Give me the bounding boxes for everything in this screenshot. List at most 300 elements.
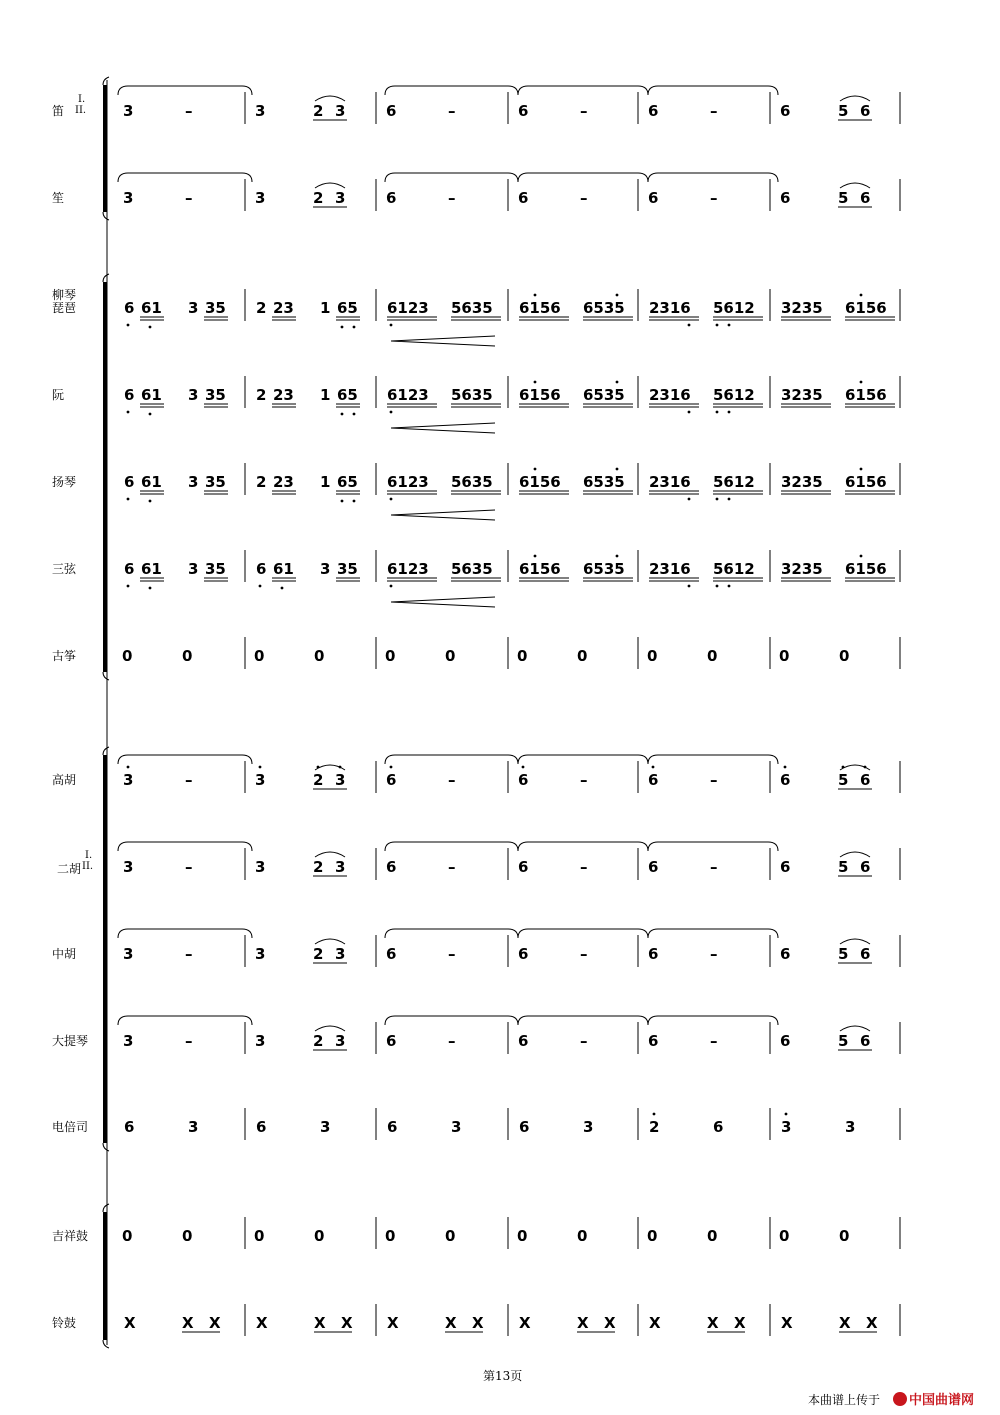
octave-dot (281, 587, 284, 590)
octave-dot (353, 500, 356, 503)
note: 1 (320, 386, 331, 404)
note: 3 (335, 102, 346, 120)
note: 3 (451, 1118, 462, 1136)
note: 6 (518, 945, 529, 963)
perc-hit: X (519, 1314, 531, 1332)
rest: 0 (122, 647, 133, 665)
note: 65 (337, 386, 358, 404)
note: 6535 (583, 560, 625, 578)
note: 3 (255, 1032, 266, 1050)
site-name: 中国曲谱网 (909, 1393, 975, 1408)
instrument-label-jixianggu: 吉祥鼓 (52, 1229, 89, 1243)
dash: – (185, 771, 193, 789)
note: 35 (205, 299, 226, 317)
tie-slur (518, 173, 648, 182)
rest: 0 (314, 647, 325, 665)
note: 3 (845, 1118, 856, 1136)
note: 2 (313, 858, 324, 876)
note: 3 (255, 102, 266, 120)
dash: – (185, 1032, 193, 1050)
octave-dot (616, 555, 619, 558)
dash: – (580, 189, 588, 207)
octave-dot (390, 324, 393, 327)
note: 3 (188, 560, 199, 578)
system-bracket (103, 282, 107, 672)
note: 23 (273, 299, 294, 317)
perc-hit: X (707, 1314, 719, 1332)
instrument-label-sanxian: 三弦 (52, 562, 77, 576)
note: 6 (518, 858, 529, 876)
note: 6 (518, 189, 529, 207)
tie-slur (385, 842, 518, 851)
note: 1 (320, 299, 331, 317)
tie-slur (518, 755, 648, 764)
note: 6 (860, 102, 871, 120)
note: 5 (838, 858, 849, 876)
note: 6535 (583, 386, 625, 404)
note: 6 (124, 1118, 135, 1136)
octave-dot (127, 411, 130, 414)
rest: 0 (779, 647, 790, 665)
tie-slur (118, 173, 252, 182)
note: 5635 (451, 560, 493, 578)
logo-icon (893, 1392, 907, 1406)
note: 3 (335, 858, 346, 876)
crescendo-hairpin (391, 597, 495, 607)
crescendo-hairpin (391, 336, 495, 346)
note: 6 (648, 102, 659, 120)
note: 6 (386, 1032, 397, 1050)
note: 6123 (387, 386, 429, 404)
octave-dot (688, 498, 691, 501)
tie-slur (648, 173, 778, 182)
note: 3 (123, 945, 134, 963)
note: 6 (519, 1118, 530, 1136)
note: 6123 (387, 473, 429, 491)
note: 6156 (519, 560, 561, 578)
dash: – (448, 102, 456, 120)
tie-slur (648, 755, 778, 764)
slur (840, 852, 870, 857)
rest: 0 (314, 1227, 325, 1245)
tie-slur (118, 929, 252, 938)
note: 5612 (713, 560, 755, 578)
dash: – (448, 1032, 456, 1050)
perc-hit: X (341, 1314, 353, 1332)
slur (315, 96, 345, 101)
instrument-label-zhonghu: 中胡 (52, 947, 77, 961)
note: 6123 (387, 299, 429, 317)
octave-dot (616, 294, 619, 297)
note: 23 (273, 386, 294, 404)
note: 2316 (649, 299, 691, 317)
system-bracket (103, 85, 107, 212)
octave-dot (616, 468, 619, 471)
note: 6 (648, 189, 659, 207)
rest: 0 (577, 1227, 588, 1245)
note: 6 (124, 560, 135, 578)
note: 35 (205, 473, 226, 491)
note: 5 (838, 771, 849, 789)
note: 6 (124, 299, 135, 317)
system-bracket (103, 755, 107, 1143)
upload-note: 本曲谱上传于 (808, 1393, 881, 1407)
octave-dot (149, 413, 152, 416)
octave-dot (390, 766, 393, 769)
note: 3 (123, 189, 134, 207)
slur (840, 96, 870, 101)
octave-dot (785, 1113, 788, 1116)
note: 5 (838, 1032, 849, 1050)
octave-dot (652, 766, 655, 769)
rest: 0 (445, 647, 456, 665)
part-number: II. (75, 105, 87, 116)
note: 6535 (583, 299, 625, 317)
instrument-label-erhu: 二胡 (57, 862, 82, 876)
dash: – (448, 771, 456, 789)
note: 6 (648, 858, 659, 876)
perc-hit: X (734, 1314, 746, 1332)
note: 6 (124, 473, 135, 491)
dash: – (580, 858, 588, 876)
octave-dot (860, 555, 863, 558)
tie-slur (648, 929, 778, 938)
slur (840, 183, 870, 188)
rest: 0 (517, 647, 528, 665)
note: 5 (838, 189, 849, 207)
octave-dot (149, 500, 152, 503)
octave-dot (784, 766, 787, 769)
octave-dot (127, 585, 130, 588)
octave-dot (534, 555, 537, 558)
dash: – (185, 102, 193, 120)
octave-dot (353, 326, 356, 329)
rest: 0 (182, 647, 193, 665)
part-number: I. (78, 94, 86, 105)
note: 6 (386, 945, 397, 963)
note: 35 (205, 560, 226, 578)
octave-dot (339, 766, 342, 769)
note: 1 (320, 473, 331, 491)
tie-slur (648, 1016, 778, 1025)
note: 3 (583, 1118, 594, 1136)
note: 5 (838, 102, 849, 120)
note: 3 (188, 386, 199, 404)
octave-dot (728, 324, 731, 327)
note: 6156 (845, 386, 887, 404)
note: 6156 (519, 299, 561, 317)
note: 3 (335, 1032, 346, 1050)
note: 5612 (713, 299, 755, 317)
note: 5635 (451, 473, 493, 491)
tie-slur (648, 86, 778, 95)
dash: – (448, 945, 456, 963)
rest: 0 (182, 1227, 193, 1245)
perc-hit: X (839, 1314, 851, 1332)
dash: – (185, 945, 193, 963)
crescendo-hairpin (391, 510, 495, 520)
rest: 0 (517, 1227, 528, 1245)
note: 3 (255, 189, 266, 207)
note: 2 (313, 102, 324, 120)
perc-hit: X (866, 1314, 878, 1332)
octave-dot (317, 766, 320, 769)
dash: – (710, 1032, 718, 1050)
octave-dot (127, 498, 130, 501)
note: 6 (386, 189, 397, 207)
octave-dot (341, 500, 344, 503)
note: 3 (320, 560, 331, 578)
octave-dot (390, 411, 393, 414)
note: 6 (860, 1032, 871, 1050)
note: 6156 (519, 473, 561, 491)
rest: 0 (647, 647, 658, 665)
dash: – (710, 945, 718, 963)
note: 3 (335, 771, 346, 789)
octave-dot (716, 498, 719, 501)
octave-dot (341, 326, 344, 329)
perc-hit: X (472, 1314, 484, 1332)
octave-dot (864, 766, 867, 769)
note: 6 (780, 858, 791, 876)
note: 3 (123, 102, 134, 120)
note: 61 (141, 560, 162, 578)
note: 6 (518, 771, 529, 789)
octave-dot (860, 381, 863, 384)
tie-slur (118, 86, 252, 95)
note: 6 (648, 1032, 659, 1050)
note: 35 (337, 560, 358, 578)
dash: – (185, 858, 193, 876)
note: 6 (860, 945, 871, 963)
instrument-label-datiqin: 大提琴 (52, 1034, 89, 1048)
rest: 0 (647, 1227, 658, 1245)
note: 6123 (387, 560, 429, 578)
note: 2316 (649, 560, 691, 578)
note: 3 (123, 858, 134, 876)
note: 5612 (713, 386, 755, 404)
rest: 0 (445, 1227, 456, 1245)
octave-dot (390, 498, 393, 501)
octave-dot (728, 498, 731, 501)
tie-slur (385, 173, 518, 182)
dash: – (448, 189, 456, 207)
dash: – (580, 945, 588, 963)
note: 5612 (713, 473, 755, 491)
rest: 0 (254, 1227, 265, 1245)
octave-dot (728, 411, 731, 414)
note: 6 (256, 560, 267, 578)
dash: – (710, 189, 718, 207)
instrument-label-linggu: 铃鼓 (52, 1316, 77, 1330)
rest: 0 (577, 647, 588, 665)
slur (315, 183, 345, 188)
note: 2 (256, 299, 267, 317)
octave-dot (653, 1113, 656, 1116)
perc-hit: X (182, 1314, 194, 1332)
note: 3 (255, 945, 266, 963)
note: 61 (141, 386, 162, 404)
note: 6 (386, 102, 397, 120)
instrument-label-liuqin: 柳琴 琵琶 (52, 288, 77, 315)
note: 61 (141, 299, 162, 317)
octave-dot (860, 294, 863, 297)
note: 6 (124, 386, 135, 404)
perc-hit: X (649, 1314, 661, 1332)
slur (315, 939, 345, 944)
note: 6 (518, 1032, 529, 1050)
octave-dot (341, 413, 344, 416)
tie-slur (385, 1016, 518, 1025)
note: 6156 (845, 299, 887, 317)
rest: 0 (385, 1227, 396, 1245)
note: 2 (649, 1118, 660, 1136)
rest: 0 (707, 1227, 718, 1245)
dash: – (710, 102, 718, 120)
rest: 0 (839, 1227, 850, 1245)
note: 2316 (649, 386, 691, 404)
part-number: II. (82, 861, 94, 872)
octave-dot (534, 381, 537, 384)
slur (840, 1026, 870, 1031)
rest: 0 (839, 647, 850, 665)
perc-hit: X (314, 1314, 326, 1332)
note: 6 (648, 771, 659, 789)
octave-dot (127, 766, 130, 769)
dash: – (710, 771, 718, 789)
octave-dot (522, 766, 525, 769)
note: 2 (313, 771, 324, 789)
note: 6 (860, 771, 871, 789)
perc-hit: X (445, 1314, 457, 1332)
octave-dot (534, 468, 537, 471)
instrument-label-liuqin-2: 琵琶 (52, 301, 77, 315)
page-number: 第13页 (483, 1369, 523, 1383)
octave-dot (149, 587, 152, 590)
octave-dot (259, 585, 262, 588)
note: 3 (781, 1118, 792, 1136)
dash: – (185, 189, 193, 207)
octave-dot (716, 411, 719, 414)
note: 2 (256, 473, 267, 491)
perc-hit: X (209, 1314, 221, 1332)
note: 5635 (451, 299, 493, 317)
tie-slur (385, 755, 518, 764)
note: 23 (273, 473, 294, 491)
instrument-label-guzheng: 古筝 (52, 649, 77, 663)
rest: 0 (707, 647, 718, 665)
note: 5 (838, 945, 849, 963)
octave-dot (728, 585, 731, 588)
note: 2 (313, 189, 324, 207)
note: 6 (387, 1118, 398, 1136)
perc-hit: X (124, 1314, 136, 1332)
note: 2316 (649, 473, 691, 491)
note: 3 (255, 771, 266, 789)
note: 65 (337, 473, 358, 491)
note: 6 (386, 771, 397, 789)
note: 2 (256, 386, 267, 404)
octave-dot (127, 324, 130, 327)
note: 6156 (845, 473, 887, 491)
note: 6 (860, 189, 871, 207)
octave-dot (842, 766, 845, 769)
note: 6 (256, 1118, 267, 1136)
note: 3 (123, 1032, 134, 1050)
rest: 0 (122, 1227, 133, 1245)
note: 6 (648, 945, 659, 963)
dash: – (448, 858, 456, 876)
dash: – (710, 858, 718, 876)
note: 65 (337, 299, 358, 317)
tie-slur (518, 929, 648, 938)
note: 35 (205, 386, 226, 404)
octave-dot (616, 381, 619, 384)
instrument-label-gaohu: 高胡 (52, 773, 77, 787)
slur (315, 852, 345, 857)
rest: 0 (385, 647, 396, 665)
instrument-label-ruan: 阮 (52, 388, 65, 402)
instrument-label-dianbeisi: 电倍司 (52, 1120, 89, 1134)
perc-hit: X (256, 1314, 268, 1332)
tie-slur (118, 842, 252, 851)
perc-hit: X (781, 1314, 793, 1332)
tie-slur (118, 1016, 252, 1025)
tie-slur (518, 1016, 648, 1025)
note: 5635 (451, 386, 493, 404)
note: 3 (188, 473, 199, 491)
octave-dot (688, 324, 691, 327)
note: 3 (335, 189, 346, 207)
octave-dot (149, 326, 152, 329)
note: 61 (141, 473, 162, 491)
note: 3235 (781, 560, 823, 578)
rest: 0 (779, 1227, 790, 1245)
tie-slur (385, 86, 518, 95)
instrument-label-yangqin: 扬琴 (52, 475, 77, 489)
note: 6156 (845, 560, 887, 578)
slur (315, 1026, 345, 1031)
note: 6 (780, 771, 791, 789)
note: 6 (780, 189, 791, 207)
note: 6156 (519, 386, 561, 404)
note: 2 (313, 945, 324, 963)
tie-slur (118, 755, 252, 764)
perc-hit: X (387, 1314, 399, 1332)
note: 3 (188, 299, 199, 317)
note: 3 (335, 945, 346, 963)
instrument-label-sheng: 笙 (52, 191, 65, 205)
slur (840, 939, 870, 944)
octave-dot (688, 411, 691, 414)
system-bracket (103, 1212, 107, 1340)
octave-dot (390, 585, 393, 588)
rest: 0 (254, 647, 265, 665)
tie-slur (518, 86, 648, 95)
octave-dot (259, 766, 262, 769)
octave-dot (534, 294, 537, 297)
crescendo-hairpin (391, 423, 495, 433)
note: 3235 (781, 473, 823, 491)
dash: – (580, 102, 588, 120)
tie-slur (518, 842, 648, 851)
note: 3235 (781, 386, 823, 404)
note: 2 (313, 1032, 324, 1050)
note: 6 (518, 102, 529, 120)
note: 6 (386, 858, 397, 876)
octave-dot (353, 413, 356, 416)
octave-dot (688, 585, 691, 588)
